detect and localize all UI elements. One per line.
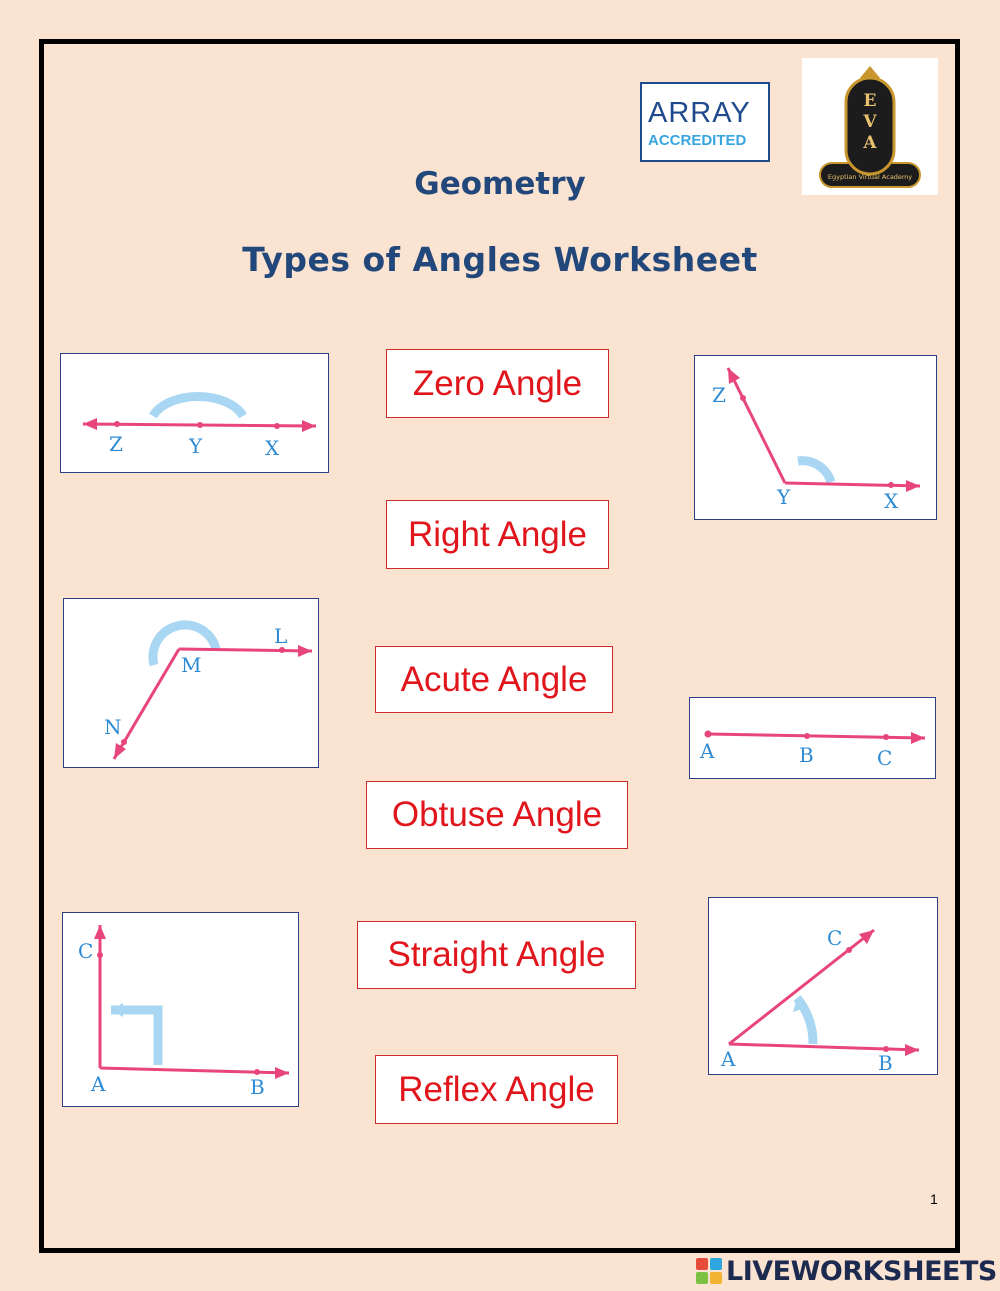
arrow-head-right: [302, 420, 316, 432]
point-label-z: Z: [109, 432, 123, 456]
ray-line: [708, 734, 925, 738]
accredited-logo-text: ACCREDITED: [648, 132, 747, 149]
figure-right-angle[interactable]: [62, 912, 299, 1107]
point-label-x: X: [884, 489, 899, 513]
eva-letter-e: E: [863, 91, 877, 111]
ray-ac: [729, 930, 874, 1044]
liveworksheets-text: LIVEWORKSHEETS: [726, 1255, 997, 1287]
eva-letter-a: A: [863, 133, 877, 153]
label-obtuse-angle[interactable]: Obtuse Angle: [366, 781, 628, 849]
point-label-y: Y: [777, 485, 791, 509]
right-angle-marker: [111, 1010, 158, 1065]
point-label-z: Z: [712, 383, 726, 407]
label-zero-angle[interactable]: Zero Angle: [386, 349, 609, 418]
page-number: 1: [930, 1191, 938, 1207]
label-reflex-angle[interactable]: Reflex Angle: [375, 1055, 618, 1124]
eva-caption: Egyptian Virtual Academy: [827, 173, 913, 181]
figure-reflex-angle[interactable]: [63, 598, 319, 768]
page-title: Geometry: [414, 166, 586, 202]
point-label-a: A: [91, 1072, 106, 1096]
angle-arc: [798, 461, 831, 482]
ray-ml: [179, 649, 312, 651]
label-right-angle[interactable]: Right Angle: [386, 500, 609, 569]
point-label-a: A: [700, 739, 715, 763]
figure-acute-angle[interactable]: [708, 897, 938, 1075]
point-label-c: C: [827, 926, 843, 950]
point-label-c: C: [78, 939, 94, 963]
point-label-b: B: [878, 1051, 893, 1075]
label-straight-angle[interactable]: Straight Angle: [357, 921, 636, 989]
arrow-head-left: [83, 418, 97, 430]
figure-obtuse-angle[interactable]: [694, 355, 937, 520]
array-logo-text: ARRAY: [648, 97, 751, 129]
point-label-y: Y: [189, 434, 203, 458]
point-label-l: L: [274, 624, 288, 648]
point-label-c: C: [877, 746, 893, 770]
point-label-x: X: [265, 436, 280, 460]
figure-straight-angle[interactable]: [689, 697, 936, 779]
point-label-b: B: [250, 1075, 265, 1099]
liveworksheets-icon: [696, 1258, 722, 1284]
ray-yz: [728, 368, 785, 483]
point-label-b: B: [799, 743, 814, 767]
array-accredited-logo: [640, 82, 770, 162]
label-acute-angle[interactable]: Acute Angle: [375, 646, 613, 713]
ray-ab: [100, 1068, 289, 1073]
ray-ab: [729, 1044, 919, 1050]
point-label-a: A: [721, 1047, 736, 1071]
page-subtitle: Types of Angles Worksheet: [242, 240, 758, 279]
angle-arc: [153, 396, 243, 416]
figure-zero-angle[interactable]: [60, 353, 329, 473]
eva-letter-v: V: [863, 112, 877, 132]
ray-yx: [785, 483, 920, 486]
liveworksheets-brand[interactable]: [696, 1254, 997, 1288]
point-label-m: M: [181, 653, 202, 677]
point-label-n: N: [104, 715, 122, 739]
